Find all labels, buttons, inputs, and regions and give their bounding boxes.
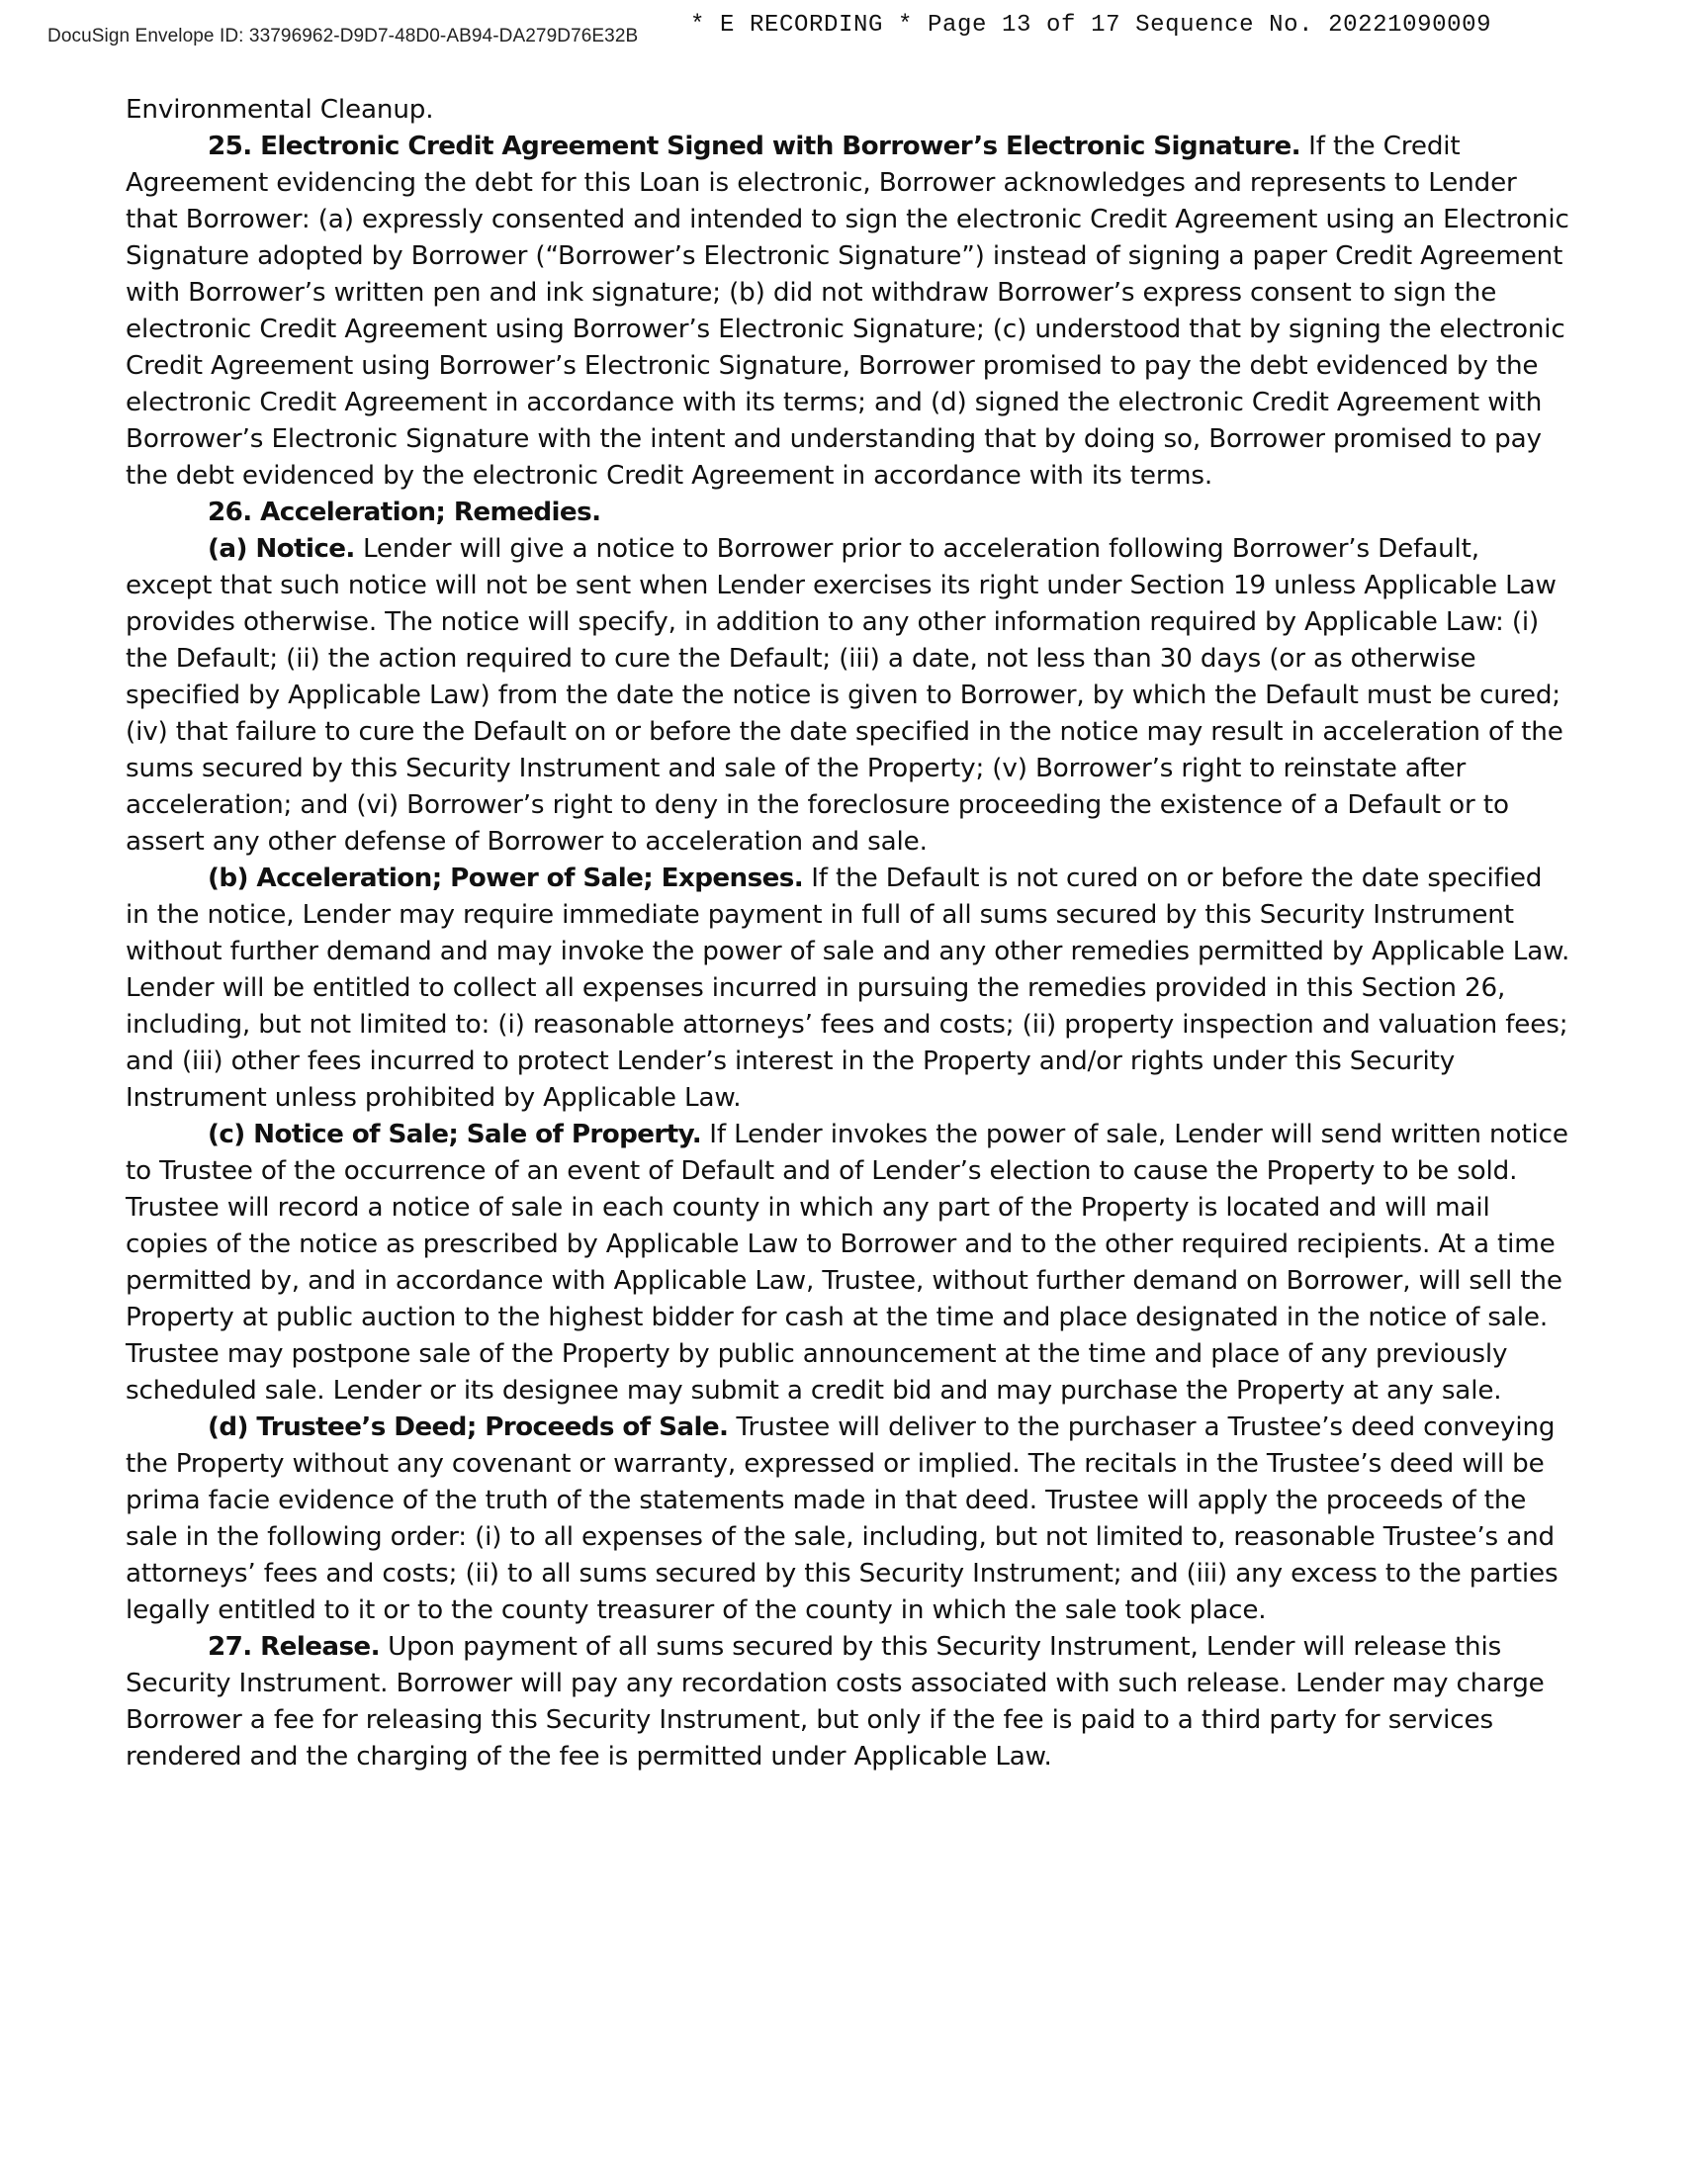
section-26-heading: 26. Acceleration; Remedies. xyxy=(208,498,601,527)
section-26c-heading: (c) Notice of Sale; Sale of Property. xyxy=(208,1120,702,1149)
section-27-heading: 27. Release. xyxy=(208,1632,380,1662)
section-25 xyxy=(126,129,1571,495)
section-26a xyxy=(126,531,1571,861)
section-26a-heading: (a) Notice. xyxy=(208,534,355,564)
document-body xyxy=(126,92,1571,1775)
section-26b-text: If the Default is not cured on or before the date specified in the notice, Lender may require immediate payment in full of all sums secured by this Security Instrument without further demand and may invoke the power of sale and any other remedies permitted by Applicable Law. Lender will be entitled to collect all expenses incurred in pursuing the remedies provided in this Section 26, including, but not limited to: (i) reasonable attorneys’ fees and costs; (ii) property inspection and valuation fees; and (iii) other fees incurred to protect Lender’s interest in the Property and/or rights under this Security Instrument unless prohibited by Applicable Law. xyxy=(126,864,1570,1113)
section-27 xyxy=(126,1629,1571,1775)
section-27-text: Upon payment of all sums secured by this Security Instrument, Lender will release this Security Instrument. Borrower will pay any recordation costs associated with such release. Lender may charge Borrower a fee for releasing this Security Instrument, but only if the fee is paid to a third party for services rendered and the charging of the fee is permitted under Applicable Law. xyxy=(126,1632,1545,1772)
section-26b-heading: (b) Acceleration; Power of Sale; Expenses. xyxy=(208,864,804,893)
section-25-text: If the Credit Agreement evidencing the debt for this Loan is electronic, Borrower acknowledges and represents to Lender that Borrower: (a) expressly consented and intended to sign the electronic Credit Agreement using an Electronic Signature adopted by Borrower (“Borrower’s Electronic Signature”) instead of signing a paper Credit Agreement with Borrower’s written pen and ink signature; (b) did not withdraw Borrower’s express consent to sign the electronic Credit Agreement using Borrower’s Electronic Signature; (c) understood that by signing the electronic Credit Agreement using Borrower’s Electronic Signature, Borrower promised to pay the debt evidenced by the electronic Credit Agreement in accordance with its terms; and (d) signed the electronic Credit Agreement with Borrower’s Electronic Signature with the intent and understanding that by doing so, Borrower promised to pay the debt evidenced by the electronic Credit Agreement in accordance with its terms. xyxy=(126,132,1569,491)
section-26a-text: Lender will give a notice to Borrower prior to acceleration following Borrower’s Default, except that such notice will not be sent when Lender exercises its right under Section 19 unless Applicable Law provides otherwise. The notice will specify, in addition to any other information required by Applicable Law: (i) the Default; (ii) the action required to cure the Default; (iii) a date, not less than 30 days (or as otherwise specified by Applicable Law) from the date the notice is given to Borrower, by which the Default must be cured; (iv) that failure to cure the Default on or before the date specified in the notice may result in acceleration of the sums secured by this Security Instrument and sale of the Property; (v) Borrower’s right to reinstate after acceleration; and (vi) Borrower’s right to deny in the foreclosure proceeding the existence of a Default or to assert any other defense of Borrower to acceleration and sale. xyxy=(126,534,1563,857)
section-26d xyxy=(126,1410,1571,1629)
section-26d-heading: (d) Trustee’s Deed; Proceeds of Sale. xyxy=(208,1412,729,1442)
section-26c xyxy=(126,1117,1571,1410)
section-26b xyxy=(126,861,1571,1117)
docusign-envelope-id: DocuSign Envelope ID: 33796962-D9D7-48D0-AB94-DA279D76E32B xyxy=(47,26,639,46)
section-26c-text: If Lender invokes the power of sale, Lender will send written notice to Trustee of the occurrence of an event of Default and of Lender’s election to cause the Property to be sold. Trustee will record a notice of sale in each county in which any part of the Property is located and will mail copies of the notice as prescribed by Applicable Law to Borrower and to the other required recipients. At a time permitted by, and in accordance with Applicable Law, Trustee, without further demand on Borrower, will sell the Property at public auction to the highest bidder for cash at the time and place designated in the notice of sale. Trustee may postpone sale of the Property by public announcement at the time and place of any previously scheduled sale. Lender or its designee may submit a credit bid and may purchase the Property at any sale. xyxy=(126,1120,1568,1406)
recording-stamp: * E RECORDING * Page 13 of 17 Sequence No. 20221090009 xyxy=(690,12,1492,39)
section-25-heading: 25. Electronic Credit Agreement Signed with Borrower’s Electronic Signature. xyxy=(208,132,1300,161)
section-26 xyxy=(126,495,1571,531)
continuation-text: Environmental Cleanup. xyxy=(126,95,434,125)
section-26d-text: Trustee will deliver to the purchaser a Trustee’s deed conveying the Property without any covenant or warranty, expressed or implied. The recitals in the Trustee’s deed will be prima facie evidence of the truth of the statements made in that deed. Trustee will apply the proceeds of the sale in the following order: (i) to all expenses of the sale, including, but not limited to, reasonable Trustee’s and attorneys’ fees and costs; (ii) to all sums secured by this Security Instrument; and (iii) any excess to the parties legally entitled to it or to the county treasurer of the county in which the sale took place. xyxy=(126,1412,1559,1625)
